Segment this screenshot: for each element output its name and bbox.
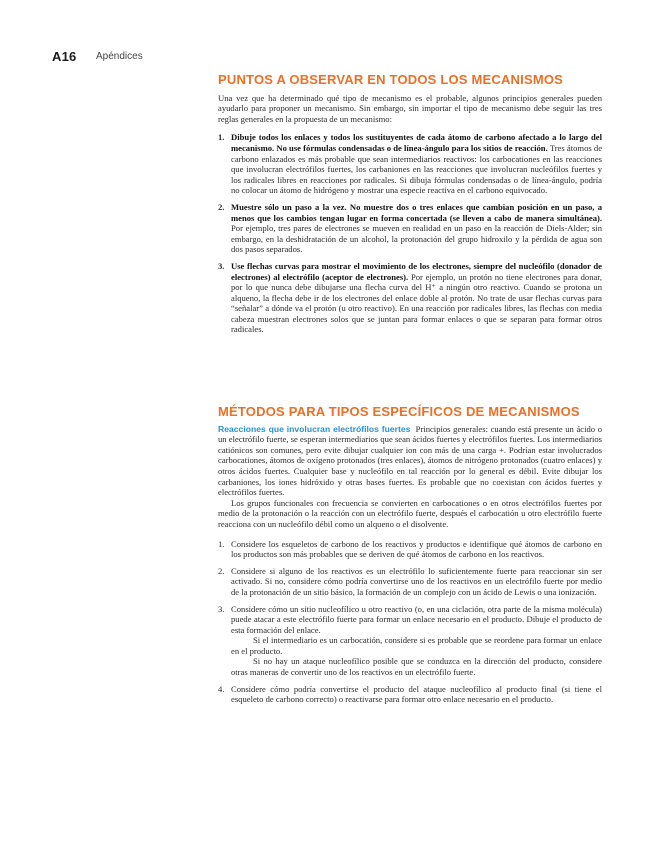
section-intro: Una vez que ha determinado qué tipo de mecanismo es el probable, algunos principios generales pueden ayudarlo para proponer un mecanismo. Sin embargo, sin importar el tipo de mecanismo debe seguir las tres reglas generales en la propuesta de un mecanismo: [218,92,602,124]
list-item [218,684,602,705]
steps-list [218,539,602,705]
list-number: 2. [218,201,225,212]
list-lead: Dibuje todos los enlaces y todos los sustituyentes de cada átomo de carbono afectado a lo largo del mecanismo. No use fórmulas condensadas o de línea-ángulo para los sitios de reacción. [231,132,602,153]
list-item [218,566,602,598]
list-subparagraph: Si el intermediario es un carbocatión, considere si es probable que se reordene para formar un enlace en el producto. [231,635,602,656]
list-item [218,261,602,335]
rules-list [218,132,602,335]
section-heading: PUNTOS A OBSERVAR EN TODOS LOS MECANISMOS [218,72,564,87]
list-number: 1. [218,538,225,549]
page-number: A16 [52,49,77,64]
paragraph: Los grupos funcionales con frecuencia se convierten en carbocationes o en otros electrófilos fuertes por medio de la protonación o la reacción con un electrófilo fuerte, después el carbocatión u otro electrófilo fuerte reacciona con un nucleófilo débil como un alqueno o el disolvente. [218,497,602,529]
list-text: Considere los esqueletos de carbono de los reactivos y productos e identifique qué átomos de carbono en los productos son más probables que se deriven de qué átomos de carbono en los reactivos. [231,538,602,560]
list-item [218,132,602,196]
list-lead: Muestre sólo un paso a la vez. No muestre dos o tres enlaces que cambian posición en un paso, a menos que los cambios tengan lugar en forma concertada (se lleven a cabo de manera simultánea). [231,201,602,223]
subsection-heading: Reacciones que involucran electrófilos fuertes [218,423,411,434]
section-metodos [218,404,602,705]
list-number: 4. [218,683,225,694]
section-puntos [218,72,603,335]
list-number: 2. [218,565,225,576]
paragraph [218,424,602,498]
list-text: Por ejemplo, un protón no tiene electrones para donar, por lo que nunca debe dibujarse una flecha curva del H⁺ a ningún otro reactivo. Cuando se protona un alqueno, la flecha debe ir de los electrones del enlace doble al protón. No trate de usar flechas curvas para “señalar” a dónde va el protón (u otro reactivo). En una reacción por radicales libres, las flechas con media cabeza muestran electrones solos que se juntan para formar enlaces o que se separan para formar otros radicales. [231,271,602,335]
list-number: 1. [218,132,225,143]
list-number: 3. [218,260,225,271]
list-lead: Use flechas curvas para mostrar el movimiento de los electrones, siempre del nucleófilo (donador de electrones) al electrófilo (aceptor de electrones). [231,260,602,282]
running-title: Apéndices [96,51,143,62]
list-item [218,604,602,678]
list-text: Considere cómo un sitio nucleofílico u otro reactivo (o, en una ciclación, otra parte de la misma molécula) puede atacar a este electrófilo fuerte para formar un enlace necesario en el producto. Dibuje el producto de esta formación del enlace. [231,603,602,635]
list-subparagraph: Si no hay un ataque nucleofílico posible que se conduzca en la dirección del producto, considere otras maneras de convertir uno de los reactivos en un electrófilo fuerte. [231,656,602,678]
list-text: Considere cómo podría convertirse el producto del ataque nucleofílico al producto final (si tiene el esqueleto de carbono correcto) o reactivarse para formar otro enlace necesario en el producto. [231,683,602,705]
list-number: 3. [218,603,225,614]
list-item [218,539,602,560]
list-item [218,202,602,255]
list-text: Considere si alguno de los reactivos es un electrófilo lo suficientemente fuerte para reaccionar sin ser activado. Si no, considere cómo podría convertirse uno de los reactivos en un electrófilo fuerte por medio de la protonación de un sitio básico, la formación de un complejo con un ácido de Lewis o una ionización. [231,565,602,597]
list-text: Tres átomos de carbono enlazados es más probable que sean intermediarios reactivos: los carbocationes en las reacciones que involucran electrófilos fuertes, los carbaniones en las reacciones que involucran nucleófilos fuertes y los radicales libres en reacciones por radicales. Si dibuja fórmulas condensadas o de línea-ángulo, podría no colocar un átomo de hidrógeno y mostrar una especie reactiva en el carbono equivocado. [231,142,603,196]
list-text: Por ejemplo, tres pares de electrones se mueven en realidad en un paso en la reacción de Diels-Alder; sin embargo, en la deshidratación de un alcohol, la protonación del grupo hidroxilo y la pérdida de agua son dos pasos separados. [231,223,602,255]
paragraph-text: Principios generales: cuando está presente un ácido o un electrófilo fuerte, se esperan intermediarios que sean ácidos fuertes y electrófilos fuertes. Los intermediarios catiónicos son comunes, pero evite dibujar cualquier ion con más de una carga +. Podrían estar involucrados carbocationes, átomos de oxígeno protonados (tres enlaces), átomos de nitrógeno protonados (cuatro enlaces) y otros ácidos fuertes. Cualquier base y nucleófilo en tal reacción por lo general es débil. Evite dibujar los carbaniones, los iones hidróxido y otras bases fuertes. Es probable que no coexistan con ácidos fuertes y electrófilos fuertes. [218,423,602,498]
section-heading: MÉTODOS PARA TIPOS ESPECÍFICOS DE MECANISMOS [218,404,580,419]
